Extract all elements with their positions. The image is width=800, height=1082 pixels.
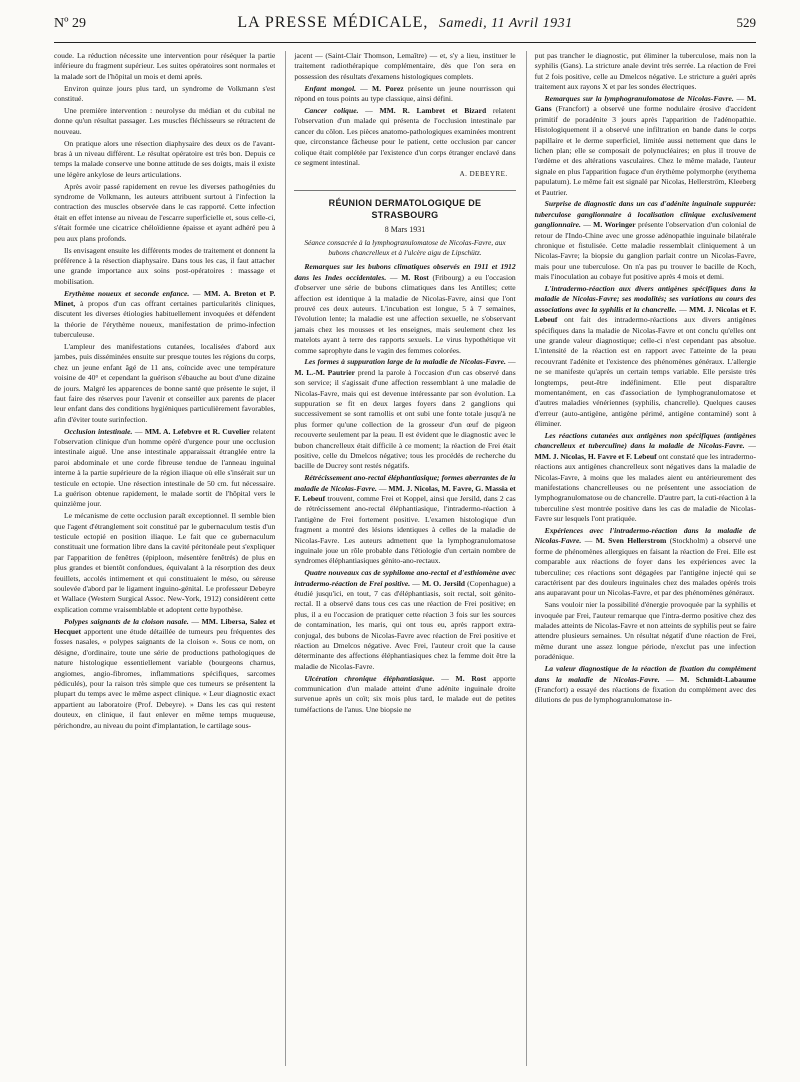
paragraph bbox=[294, 51, 515, 82]
entry-title: Enfant mongol. bbox=[304, 83, 356, 93]
paragraph-text: jacent — (Saint-Clair Thomson, Lemaître) — et, s'y a lieu, instituer le traitement radiothérapique complémentaire, dès que l'on sera en possession des résultats d'examens histologiques complets. bbox=[294, 51, 516, 81]
entry-authors: M. Rost bbox=[455, 673, 487, 683]
issue-date: Samedi, 11 Avril 1931 bbox=[438, 16, 573, 31]
entry-authors: M. L.-M. Pautrier bbox=[294, 367, 356, 377]
entry-authors: M. Porez bbox=[371, 83, 404, 93]
entry-authors: M. Rost bbox=[401, 272, 429, 282]
entry-authors: MM. J. Nicolas, H. Favre et F. Lebeuf bbox=[534, 451, 657, 461]
paragraph-text: prend la parole à l'occasion d'un cas observé dans son service; il s'agissait d'une affection ressemblant à une maladie de Nicolas-Favre, mais qui est devenue intéressante par son évolution. La suppuration se fit en deux larges foyers dans 2 ganglions qui successivement se sont ramollis et ont subi une fonte totale jusqu'à ne plus former qu'une collection de la grosseur d'un œuf de pigeon recouverte seulement par la peau. Il est évident que le diagnostic avec le bubon chancrelleux était difficile à ce moment; la réaction de Frei était positive, celle du Dmelcos négative; tous les procédés de recherche du bacille de Ducrey sont restés négatifs. bbox=[294, 367, 516, 471]
entry-authors: M. Schmidt-Labaume bbox=[680, 674, 756, 684]
issue-number: Nº 29 bbox=[54, 16, 86, 31]
paragraph-text: (Fribourg) a eu l'occasion d'observer une série de bubons climatiques dans les Antilles; cette affection est identique à la maladie de Nicolas-Favre, ainsi que l'ont prouvé ces deux auteurs. L'incubation est longue, 5 à 7 semaines, l'évolution lente; la maladie est une affection sexuelle, ne s'observant jamais chez les mousses et les enseignes, mais seulement chez les matelots ayant à terre des rapports sexuels. Le virus hypothétique vit comme saprophyte dans le vagin des femmes colorées. bbox=[294, 272, 516, 355]
page-header bbox=[54, 14, 756, 43]
paragraph-text: ont fait des intradermo-réactions aux divers antigènes spécifiques dans la maladie de Nicolas-Favre et ont conclu qu'elles ont une grande valeur diagnostique; celle-ci n'est cependant pas absolue. L'intensité de la réaction est en rapport avec l'atteinte de la peau recouvrant l'adénite et l'existence des phénomènes généraux. L'allergie ne se manifeste qu'après un certain temps variable. Elle persiste très longtemps, peut-être indéfiniment. Elle peut disparaître momentanément, en cas d'association de lymphogranulomatose et d'autres maladies vénériennes (syphilis, chancrelle). Quelques causes d'erreur (auto-antigène, antigène périmé, antigène contaminé) sont à éliminer. bbox=[534, 315, 756, 429]
entry-authors: M. Woringer bbox=[593, 220, 636, 230]
paragraph bbox=[54, 106, 275, 137]
paragraph-text: présente un jeune nourrisson qui répond en tous points au type classique, ainsi défini. bbox=[294, 83, 516, 104]
paragraph: Polypes saignants de la cloison nasale. — MM. Libersa, Salez et Hecquet apportent une étude détaillée de tumeurs peu fréquentes des fosses nasales, « polypes saignants de la cloison ». Sous ce nom, on désigne, d'ordinaire, toute une série de productions pathologiques de nature histologique essentiellement variable (bourgeons charnus, angiomes, angio-fibromes, inflammations spécifiques, sarcomes pédiculés), pour la raison très simple que ces tumeurs se présentent la plupart du temps avec le même aspect clinique. « Leur diagnostic exact appartient au laboratoire (Prof. Debeyre). » Dans les cas qui restent douteux, en clinique, il faut enlever en même temps muqueuse, périchondre, au niveau du point d'implantation, le cartilage sous- bbox=[54, 616, 276, 730]
paragraph-text: présente l'observation d'un colonial de retour de l'Indo-Chine avec une grosse adénopathie inguinale bilatérale chronique et fistulisée. Cette maladie ressemblait cliniquement à un Nicolas-Favre; la biopsie du ganglion parlait contre un Nicolas-Favre, mais pour une tuberculose. On n'a pas pu trouver le bacille de Koch, mais l'inoculation au cobaye fut positive après 4 mois et demi. bbox=[534, 220, 756, 282]
entry-title: La valeur diagnostique de la réaction de fixation du complément dans la maladie de Nicolas-Favre. bbox=[534, 664, 756, 684]
paragraph-text: coude. La réduction nécessite une intervention pour réséquer la partie inférieure du fragment supérieur. Les suites opératoires sont normales et la malade sort de l'hôpital un mois et demi après. bbox=[54, 51, 276, 81]
paragraph-text: (Francfort) a essayé des réactions de fixation du complément avec des dilutions de pus de lymphogranulomatose in- bbox=[534, 684, 756, 705]
entry-title: Ulcération chronique éléphantiasique. bbox=[304, 673, 435, 683]
entry-title: Les réactions cutanées aux antigènes non spécifiques (antigènes chancrelleux et tuberculine) dans la maladie de Nicolas-Favre. bbox=[534, 431, 756, 451]
paragraph: Expériences avec l'intradermo-réaction dans la maladie de Nicolas-Favre. — M. Sven Hellerstrom (Stockholm) a observé une forme de phénomènes allergiques en faisant la réaction de Frei. Elle est comparable aux réactions de foyer dans les expériences avec la tuberculine; ces réactions sont dégagées par l'antigène injecté qui se caractérisent par des douleurs inguinales chez des malades opérés trois ans auparavant pour un Nicolas-Favre, et par des phénomènes généraux. bbox=[534, 526, 756, 598]
paragraph-text: Le mécanisme de cette occlusion paraît exceptionnel. Il semble bien que l'agent d'étranglement soit constitué par le gubernaculum testis d'un testicule ectopié en position iliaque. Le fait que ce gubernaculum constituait une formation libre dans la cavité péritonéale peut s'expliquer par l'apparition de fenêtres (épiploon, mésentère fenêtrés) de plus en plus grandes et bientôt confondues, équivalant à la résorption des deux feuillets, accolés intimement et qui constituaient le méso, ou séreuse soulevée d'abord par le ligament inguino-génital. Le professeur Debeyre et Wallace (Western Surgical Assoc. New-York, 1912) considèrent cette explication comme vraisemblable et adoptent cette hypothèse. bbox=[54, 511, 276, 614]
entry-authors: MM. R. Lambret et Bizard bbox=[379, 105, 487, 115]
paragraph-text: (Copenhague) a étudié jusqu'ici, en tout, 7 cas d'éléphantiasis, soit rectal, soit génito-rectal. Il a observé dans tous ces cas une réaction de Frei positive; en plus, il a eu l'occasion de pratiquer cette réaction 3 fois sur les sources de contamination, les maris, qui ont tous eu, après rapport extra-conjugal, des bubons de Nicolas-Favre avec réaction de Frei positive et réaction au Dmelcos négative. Avec Frei, l'auteur croit que la cause déterminante des affections éléphantiasiques chez la femme doit être la maladie de Nicolas-Favre. bbox=[294, 578, 516, 671]
text-columns bbox=[54, 51, 756, 1066]
entry-title: Les formes à suppuration large de la maladie de Nicolas-Favre. bbox=[304, 357, 506, 367]
entry-authors: MM. A. Lefebvre et R. Cuvelier bbox=[144, 426, 251, 436]
entry-title: Quatre nouveaux cas de syphilome ano-rectal et d'esthiomène avec intradermo-réaction de Frei positive. bbox=[294, 568, 516, 588]
paragraph-text: L'ampleur des manifestations cutanées, localisées d'abord aux jambes, puis disséminées ensuite sur presque toutes les régions du corps, chez un jeune enfant âgé de 11 ans, coïncide avec une température voisine de 40° et cependant la guérison s'ébauche au bout d'une dizaine de jours. Malgré les apparences de bonne santé que présente le sujet, il faut faire des réserves pour l'avenir et conseiller aux parents de placer leur enfant dans des conditions hygiéniques particulièrement favorables, afin d'éviter toute surinfection. bbox=[54, 342, 276, 424]
running-title bbox=[144, 14, 666, 32]
paragraph-text: apportent une étude détaillée de tumeurs peu fréquentes des fosses nasales, « polypes saignants de la cloison ». Sous ce nom, on désigne, d'ordinaire, toute une série de productions pathologiques de nature histologique essentiellement variable (bourgeons charnus, angiomes, angio-fibromes, inflammations spécifiques, sarcomes pédiculés), pour la raison très simple que ces tumeurs se présentent la plupart du temps avec le même aspect clinique. « Leur diagnostic exact appartient au laboratoire (Prof. Debeyre). » Dans les cas qui restent douteux, en clinique, il faut enlever en même temps muqueuse, périchondre, au niveau du point d'implantation, le cartilage sous- bbox=[54, 627, 276, 730]
paragraph: L'intradermo-réaction aux divers antigènes spécifiques dans la maladie de Nicolas-Favre; ses modalités; ses variations au cours des associations avec la syphilis et la chancrelle. — MM. J. Nicolas et F. Lebeuf ont fait des intradermo-réactions aux divers antigènes spécifiques dans la maladie de Nicolas-Favre et ont conclu qu'elles ont une grande valeur diagnostique; celle-ci n'est cependant pas absolue. L'intensité de la réaction est en rapport avec l'atteinte de la peau recouvrant l'adénite et l'existence des phénomènes généraux. L'allergie ne se manifeste qu'après un certain temps variable. Elle persiste très longtemps, peut-être indéfiniment. Elle peut disparaître momentanément, en cas d'association de lymphogranulomatose et d'autres maladies vénériennes (syphilis, chancrelle). Quelques causes d'erreur (auto-antigène, antigène périmé, antigène contaminé) sont à éliminer. bbox=[534, 284, 756, 429]
paragraph: Erythème noueux et seconde enfance. — MM. A. Breton et P. Minet, à propos d'un cas offrant certaines particularités cliniques, discutent les diverses étiologies habituellement invoquées et défendent la théorie de l'érythème noueux, manifestation de primo-infection tuberculeuse. bbox=[54, 288, 276, 340]
entry-title: Remarques sur les bubons climatiques observés en 1911 et 1912 dans les Indes occidentales. bbox=[294, 262, 516, 282]
paragraph-text: (Francfort) a observé une forme nodulaire érosive d'accident primitif de poradénite 3 jours après l'apparition de l'adénopathie. Histologiquement il a observé une infiltration en bande dans le corps papillaire et le derme superficiel, limitée aussi nettement que dans le lichen plan; elle se composait de polynucléaires; en plus il trouve de l'œdème et des altérations vasculaires. Chez le même malade, l'auteur signale en plus l'apparition fugace d'un érythème polymorphe (erythema papulatum). Le même fait est signalé par Nicolas, Hellerström, Kleeberg et Pautrier. bbox=[534, 104, 756, 197]
entry-authors: M. O. Jersild bbox=[421, 578, 466, 588]
entry-title: Cancer colique. bbox=[304, 105, 359, 115]
paragraph bbox=[535, 51, 756, 93]
column-3 bbox=[526, 51, 756, 1066]
entry-title: L'intradermo-réaction aux divers antigènes spécifiques dans la maladie de Nicolas-Favre; ses modalités; ses variations au cours des associations avec la syphilis et la chancrelle. bbox=[534, 284, 756, 314]
column-2 bbox=[285, 51, 515, 1066]
paragraph-text: apporte communication d'un malade atteint d'une adénite inguinale droite survenue après un coït; six mois plus tard, le malade eut de petites tuméfactions de l'anus. Une biopsie ne bbox=[294, 673, 516, 714]
entry-authors: MM. A. Breton et P. Minet, bbox=[54, 288, 276, 308]
paragraph: Remarques sur les bubons climatiques observés en 1911 et 1912 dans les Indes occidentales. — M. Rost (Fribourg) a eu l'occasion d'observer une série de bubons climatiques dans les Antilles; cette affection est identique à la maladie de Nicolas-Favre, ainsi que l'ont prouvé ces deux auteurs. L'incubation est longue, 5 à 7 semaines, l'évolution lente; la maladie est une affection sexuelle, ne s'observant jamais chez les mousses et les enseignes, mais seulement chez les matelots ayant à terre des rapports sexuels. Le virus hypothétique vit comme saprophyte dans le vagin des femmes colorées. bbox=[294, 262, 516, 355]
paragraph bbox=[54, 182, 275, 244]
section-title: RÉUNION DERMATOLOGIQUE DE STRASBOURG bbox=[328, 197, 482, 221]
paragraph: La valeur diagnostique de la réaction de fixation du complément dans la maladie de Nicolas-Favre. — M. Schmidt-Labaume (Francfort) a essayé des réactions de fixation du complément avec des dilutions de pus de lymphogranulomatose in- bbox=[534, 664, 756, 705]
section-heading bbox=[294, 190, 515, 259]
paragraph: Les formes à suppuration large de la maladie de Nicolas-Favre. — M. L.-M. Pautrier prend la parole à l'occasion d'un cas observé dans son service; il s'agissait d'une affection ressemblant à une maladie de Nicolas-Favre, mais qui est devenue intéressante par son évolution. La suppuration se fit en deux larges foyers dans 2 ganglions qui successivement se sont ramollis et ont subi une fonte totale jusqu'à ne plus former qu'une collection de la grosseur d'un œuf de pigeon recouverte seulement par la peau. Il est évident que le diagnostic avec le bubon chancrelleux était difficile à ce moment; la réaction de Frei était positive, celle du Dmelcos négative; tous les procédés de recherche du bacille de Ducrey sont restés négatifs. bbox=[294, 357, 516, 471]
section-note: Séance consacrée à la lymphogranulomatose de Nicolas-Favre, aux bubons chancrelleux et à l'ulcère aigu de Lipschütz. bbox=[304, 238, 506, 258]
paragraph: Occlusion intestinale. — MM. A. Lefebvre et R. Cuvelier relatent l'observation clinique d'un homme opéré d'urgence pour une occlusion intestinale aiguë. Une anse intestinale apparaissait étranglée entre la paroi abdominale et une corde fibreuse tendue de l'anneau inguinal interne à la partie supérieure de la région iliaque où elle s'insérait sur un testicule en ectopie. Une résection intestinale de 50 cm. fut nécessaire. La guérison obtenue rapidement, le malade sortit de l'hôpital vers le quinzième jour. bbox=[54, 426, 276, 509]
paragraph-text: put pas trancher le diagnostic, put éliminer la tuberculose, mais non la syphilis (Gans). La stricture anale devint très serrée. La réaction de Frei fut 2 fois positive, celle au Dmelcos négative. Le stricture a guéri après traitement aux rayons X et par les sondes électriques. bbox=[534, 51, 756, 92]
entry-authors: M. Gans bbox=[534, 94, 756, 114]
paragraph: Quatre nouveaux cas de syphilome ano-rectal et d'esthiomène avec intradermo-réaction de Frei positive. — M. O. Jersild (Copenhague) a étudié jusqu'ici, en tout, 7 cas d'éléphantiasis, soit rectal, soit génito-rectal. Il a observé dans tous ces cas une réaction de Frei positive; en plus, il a eu l'occasion de pratiquer cette réaction 3 fois sur les sources de contamination, les maris, qui ont tous eu, après rapport extra-conjugal, des bubons de Nicolas-Favre avec réaction de Frei positive et réaction au Dmelcos négative. Avec Frei, l'auteur croit que la cause déterminante des affections éléphantiasiques chez la femme doit être la maladie de Nicolas-Favre. bbox=[294, 568, 516, 671]
paragraph-text: On pratique alors une résection diaphysaire des deux os de l'avant-bras à un niveau différent. Le résultat opératoire est très bon. Depuis ce temps la malade conserve une bonne attitude de ses doigts, mais il existe une légère ankylose de leurs articulations. bbox=[54, 138, 276, 179]
paragraph bbox=[54, 51, 275, 82]
paragraph bbox=[54, 342, 275, 425]
paragraph: Rétrécissement ano-rectal éléphantiasique; formes aberrantes de la maladie de Nicolas-Favre. — MM. J. Nicolas, M. Favre, G. Massia et F. Lebeuf trouvent, comme Frei et Koppel, ainsi que Jersild, dans 2 cas de rétrécissement ano-rectal éléphantiasique, l'intradermo-réaction à l'antigène de Frei fortement positive. L'examen histologique d'un fragment a montré des lésions identiques à celles de la maladie de Nicolas-Favre. Les auteurs admettent que la lymphogranulomatose inguinale joue un rôle probable dans l'étiologie d'un certain nombre de syndromes éléphantiasiques génito-ano-rectaux. bbox=[294, 473, 516, 566]
paragraph: Surprise de diagnostic dans un cas d'adénite inguinale suppurée: tuberculose ganglionnaire à localisation clinique exclusivement ganglionnaire. — M. Woringer présente l'observation d'un colonial de retour de l'Indo-Chine avec une grosse adénopathie inguinale bilatérale chronique et fistulisée. Cette maladie ressemblait cliniquement à un Nicolas-Favre; la biopsie du ganglion parlait contre un Nicolas-Favre, mais pour une tuberculose. On n'a pas pu trouver le bacille de Koch, mais l'inoculation au cobaye fut positive après 4 mois et demi. bbox=[534, 199, 756, 282]
paragraph: Remarques sur la lymphogranulomatose de Nicolas-Favre. — M. Gans (Francfort) a observé une forme nodulaire érosive d'accident primitif de poradénite 3 jours après l'apparition de l'adénopathie. Histologiquement il a observé une infiltration en bande dans le corps papillaire et le derme superficiel, limitée aussi nettement que dans le lichen plan; elle se composait de polynucléaires; en plus il trouve de l'œdème et des altérations vasculaires. Chez le même malade, l'auteur signale en plus l'apparition fugace d'un érythème polymorphe (erythema papulatum). Le même fait est signalé par Nicolas, Hellerström, Kleeberg et Pautrier. bbox=[534, 94, 756, 197]
entry-title: Expériences avec l'intradermo-réaction dans la maladie de Nicolas-Favre. bbox=[534, 526, 756, 546]
entry-title: Surprise de diagnostic dans un cas d'adénite inguinale suppurée: tuberculose ganglionnaire à localisation clinique exclusivement ganglionnaire. bbox=[534, 199, 756, 230]
publication-name: LA PRESSE MÉDICALE, bbox=[237, 14, 429, 31]
entry-title: Polypes saignants de la cloison nasale. bbox=[64, 616, 189, 626]
section-date: 8 Mars 1931 bbox=[384, 224, 426, 234]
paragraph bbox=[535, 600, 756, 662]
page-number: 529 bbox=[736, 15, 756, 30]
entry-authors: M. Sven Hellerstrom bbox=[595, 536, 667, 546]
paragraph-text: à propos d'un cas offrant certaines particularités cliniques, discutent les diverses étiologies habituellement invoquées et défendent la théorie de l'érythème noueux, manifestation de primo-infection tuberculeuse. bbox=[54, 298, 276, 340]
paragraph: Cancer colique. — MM. R. Lambret et Bizard relatent l'observation d'un malade qui présenta de l'occlusion intestinale par cancer du côlon. Les pièces anatomo-pathologiques examinées montrent que, circonstance fâcheuse pour le patient, cette occlusion par cancer colique était complétée par l'existence d'un corps étranger enclavé dans ce segment intestinal. bbox=[294, 105, 516, 167]
paragraph bbox=[54, 511, 275, 615]
column-1 bbox=[54, 51, 275, 1066]
entry-authors: MM. J. Nicolas, M. Favre, G. Massia et F. Lebeuf bbox=[294, 483, 516, 504]
paragraph: Les réactions cutanées aux antigènes non spécifiques (antigènes chancrelleux et tuberculine) dans la maladie de Nicolas-Favre. — MM. J. Nicolas, H. Favre et F. Lebeuf ont constaté que les intradermo-réactions aux antigènes chancrelleux sont négatives dans la maladie de Nicolas-Favre, à moins que les malades aient eu antérieurement des manifestations chancrelleuses ou ne présentent une association de lymphogranulomatose ou de chancrelle. D'autre part, la cuti-réaction à la tuberculine s'est montrée positive dans les cas de maladie de Nicolas-Favre sur lesquels l'ont pratiquée. bbox=[534, 431, 756, 524]
entry-authors: MM. J. Nicolas et F. Lebeuf bbox=[534, 304, 756, 325]
entry-title: Occlusion intestinale. bbox=[64, 426, 133, 436]
paragraph-text: Après avoir passé rapidement en revue les diverses pathogénies du syndrome de Volkmann, les auteurs attribuent surtout à l'infection la contraction des muscles observée dans le cas rapporté. Cette infection était en effet intense au niveau de l'escarre superficielle et, sous celle-ci, s'était formée une cicatrice chéloïdienne épaisse et ayant adhéré peu à peu aux plans profonds. bbox=[54, 181, 276, 243]
entry-title: Remarques sur la lymphogranulomatose de Nicolas-Favre. bbox=[544, 94, 734, 104]
paragraph: Ulcération chronique éléphantiasique. — M. Rost apporte communication d'un malade atteint d'une adénite inguinale droite survenue après un coït; six mois plus tard, le malade eut de petites tuméfactions de l'anus. Une biopsie ne bbox=[294, 673, 516, 714]
paragraph-text: Environ quinze jours plus tard, un syndrome de Volkmann s'est constitué. bbox=[54, 83, 276, 104]
paragraph bbox=[54, 84, 275, 105]
entry-title: Rétrécissement ano-rectal éléphantiasique; formes aberrantes de la maladie de Nicolas-Favre. bbox=[294, 473, 516, 493]
paragraph-text: relatent l'observation d'un malade qui présenta de l'occlusion intestinale par cancer du côlon. Les pièces anatomo-pathologiques examinées montrent que, circonstance fâcheuse pour le patient, cette occlusion par cancer colique était complétée par l'existence d'un corps étranger enclavé dans ce segment intestinal. bbox=[294, 105, 516, 167]
paragraph: Enfant mongol. — M. Porez présente un jeune nourrisson qui répond en tous points au type classique, ainsi défini. bbox=[294, 83, 516, 104]
entry-title: Erythème noueux et seconde enfance. bbox=[64, 288, 190, 298]
paragraph-text: relatent l'observation clinique d'un homme opéré d'urgence pour une occlusion intestinale aiguë. Une anse intestinale apparaissait étranglée entre la paroi abdominale et une corde fibreuse tendue de l'anneau inguinal interne à la partie supérieure de la région iliaque où elle s'insérait sur un testicule en ectopie. Une résection intestinale de 50 cm. fut nécessaire. La guérison obtenue rapidement, le malade sortit de l'hôpital vers le quinzième jour. bbox=[54, 426, 276, 509]
paragraph-text: ont constaté que les intradermo-réactions aux antigènes chancrelleux sont négatives dans la maladie de Nicolas-Favre, à moins que les malades aient eu antérieurement des manifestations chancrelleuses ou ne présentent une association de lymphogranulomatose ou de chancrelle. D'autre part, la cuti-réaction à la tuberculine s'est montrée positive dans les cas de maladie de Nicolas-Favre sur lesquels l'ont pratiquée. bbox=[534, 451, 756, 524]
paragraph bbox=[54, 246, 275, 288]
author-signature: A. DEBEYRE. bbox=[459, 170, 508, 179]
paragraph-text: Ils envisagent ensuite les différents modes de traitement et donnent la préférence à la résection diaphysaire. Dans tous les cas, il faut attacher une grande importance aux soins post-opératoires : massage et mobilisation. bbox=[54, 245, 276, 286]
entry-authors: MM. Libersa, Salez et Hecquet bbox=[54, 616, 276, 637]
paragraph bbox=[54, 139, 275, 181]
paragraph-text: trouvent, comme Frei et Koppel, ainsi que Jersild, dans 2 cas de rétrécissement ano-rectal éléphantiasique, l'intradermo-réaction à l'antigène de Frei fortement positive. L'examen histologique d'un fragment a montré des lésions identiques à celles de la maladie de Nicolas-Favre. Les auteurs admettent que la lymphogranulomatose inguinale joue un rôle probable dans l'étiologie d'un certain nombre de syndromes éléphantiasiques génito-ano-rectaux. bbox=[294, 494, 516, 566]
paragraph-text: Une première intervention : neurolyse du médian et du cubital ne donne qu'un résultat passager. Les muscles fléchisseurs se rétractent de nouveau. bbox=[54, 105, 276, 136]
paragraph-text: (Stockholm) a observé une forme de phénomènes allergiques en faisant la réaction de Frei. Elle est comparable aux réactions de foyer dans les expériences avec la tuberculine; ces réactions sont dégagées par l'antigène injecté qui se caractérisent par des douleurs inguinales chez des malades opérés trois ans auparavant pour un Nicolas-Favre, et par des phénomènes généraux. bbox=[534, 536, 756, 598]
paragraph-text: Sans vouloir nier la possibilité d'énergie provoquée par la syphilis et invoquée par Frei, l'auteur remarque que l'intra-dermo positive chez des malades atteints de Nicolas-Favre et non atteints de syphilis peut se faire attendre plusieurs semaines. Un résultat négatif d'une réaction de Frei, même durant une assez longue période, n'exclut pas une infection poradénique. bbox=[534, 600, 756, 662]
